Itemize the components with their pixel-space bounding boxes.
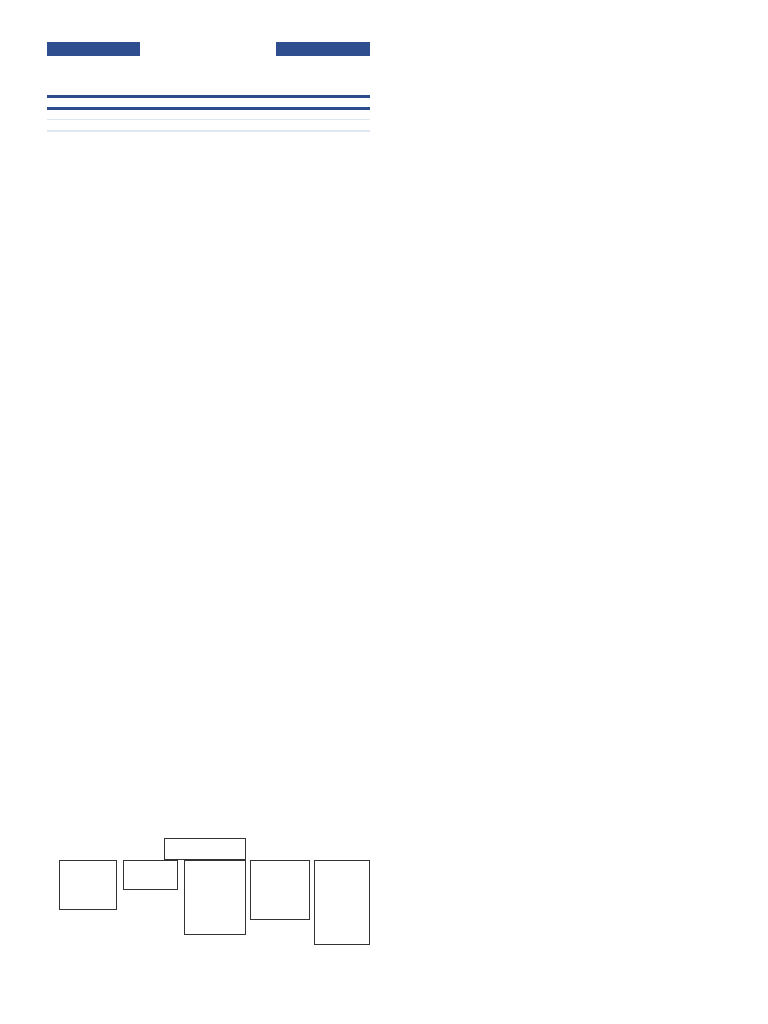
figure-box-independence: [184, 860, 246, 935]
header-bar-right: [276, 42, 370, 56]
section-title: [47, 107, 370, 110]
left-column: [47, 95, 370, 132]
header-bar-left: [47, 42, 140, 56]
module-title: [47, 95, 370, 98]
figure-box-choice: [59, 860, 117, 910]
header-bars: [47, 42, 370, 56]
accentuates-heading: [47, 130, 370, 132]
freedom-heading: [47, 119, 370, 120]
summary-figure: [47, 835, 370, 955]
figure-box-rules: [123, 860, 178, 890]
figure-box-autonomy: [314, 860, 370, 945]
figure-box-equality: [250, 860, 310, 920]
right-column: [398, 43, 721, 51]
figure-top-box: [164, 838, 246, 860]
